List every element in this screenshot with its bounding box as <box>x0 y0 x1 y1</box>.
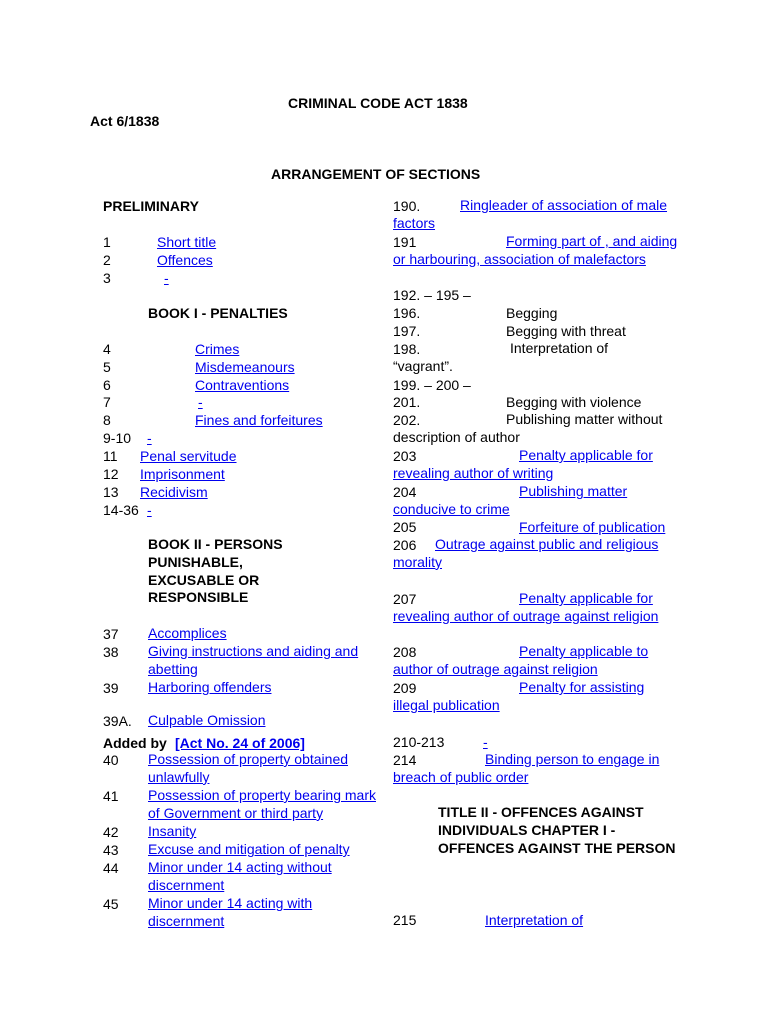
section-link-3[interactable]: - <box>164 270 169 286</box>
section-number: 199. – 200 – <box>393 377 471 393</box>
section-title: Begging <box>506 305 558 321</box>
section-link-outrage-religion-author[interactable]: Penalty applicable for revealing author of outrage against religion <box>393 590 659 624</box>
section-link-malefactors[interactable]: Forming part of , and aiding or harbouring, association of malefactors <box>393 233 678 267</box>
section-link-9-10[interactable]: - <box>147 430 152 446</box>
section-title: Begging with violence <box>506 394 642 410</box>
preliminary-heading: PRELIMINARY <box>103 198 199 214</box>
section-number: 203 <box>393 448 417 464</box>
section-link-minor-without-discernment[interactable]: Minor under 14 acting without discernment <box>148 859 332 893</box>
section-link-14-36[interactable]: - <box>147 502 152 518</box>
section-link-minor-with-discernment[interactable]: Minor under 14 acting with discernment <box>148 895 313 929</box>
section-number: 37 <box>103 626 119 642</box>
section-link-outrage-morality[interactable]: Outrage against public and religious morality <box>393 536 659 570</box>
section-number: 42 <box>103 824 119 840</box>
section-link-crimes[interactable]: Crimes <box>195 341 240 357</box>
section-number: 2 <box>103 252 111 268</box>
section-number: 196. <box>393 305 421 321</box>
section-number: 190. <box>393 198 421 214</box>
title-2-heading: TITLE II - OFFENCES AGAINST INDIVIDUALS CHAPTER I - OFFENCES AGAINST THE PERSON <box>438 804 676 856</box>
section-number: 14-36 <box>103 502 139 518</box>
section-number: 12 <box>103 466 119 482</box>
section-number: 11 <box>103 448 118 464</box>
section-link-possession-property[interactable]: Possession of property obtained unlawfully <box>148 751 349 785</box>
section-link-penal-servitude[interactable]: Penal servitude <box>140 448 237 464</box>
section-number: 202. <box>393 412 421 428</box>
section-link-forfeiture[interactable]: Forfeiture of publication <box>519 519 666 535</box>
section-link-imprisonment[interactable]: Imprisonment <box>140 466 225 482</box>
section-number: 206 <box>393 537 417 553</box>
section-title: Publishing matter without description of author <box>393 411 663 445</box>
section-link-conducive-to-crime[interactable]: Publishing matter conducive to crime <box>393 483 628 517</box>
section-number: 208 <box>393 644 417 660</box>
section-link-recidivism[interactable]: Recidivism <box>140 484 208 500</box>
section-number: 1 <box>103 234 111 250</box>
section-link-7[interactable]: - <box>198 394 203 410</box>
section-number: 207 <box>393 591 417 607</box>
section-number: 192. – 195 – <box>393 287 471 303</box>
section-link-contraventions[interactable]: Contraventions <box>195 377 290 393</box>
section-number: 44 <box>103 860 119 876</box>
section-number: 5 <box>103 359 111 375</box>
section-link-ringleader[interactable]: Ringleader of association of male factors <box>393 197 668 231</box>
section-link-excuse-mitigation[interactable]: Excuse and mitigation of penalty <box>148 841 350 857</box>
section-link-giving-instructions[interactable]: Giving instructions and aiding and abetting <box>148 643 359 677</box>
section-number: 6 <box>103 377 111 393</box>
section-link-interpretation[interactable]: Interpretation of <box>485 912 584 928</box>
section-link-insanity[interactable]: Insanity <box>148 823 197 839</box>
act-reference: Act 6/1838 <box>90 113 160 129</box>
book-2-heading: BOOK II - PERSONS PUNISHABLE, EXCUSABLE OR RESPONSIBLE <box>148 536 283 606</box>
section-number: 43 <box>103 842 119 858</box>
section-number: 205 <box>393 519 417 535</box>
section-number: 198. <box>393 341 421 357</box>
section-heading: ARRANGEMENT OF SECTIONS <box>271 166 481 182</box>
section-link-accomplices[interactable]: Accomplices <box>148 625 227 641</box>
section-link-210-213[interactable]: - <box>483 734 488 750</box>
section-link-culpable-omission[interactable]: Culpable Omission <box>148 712 266 728</box>
section-number: 201. <box>393 394 421 410</box>
section-number: 40 <box>103 752 119 768</box>
section-link-breach-public-order[interactable]: Binding person to engage in breach of public order <box>393 751 660 785</box>
section-number: 197. <box>393 323 421 339</box>
section-number: 39A. <box>103 713 132 729</box>
section-number: 210-213 <box>393 734 445 750</box>
section-number: 8 <box>103 412 111 428</box>
section-link-revealing-author[interactable]: Penalty applicable for revealing author of writing <box>393 447 653 481</box>
section-number: 39 <box>103 680 119 696</box>
section-number: 209 <box>393 680 417 696</box>
section-number: 3 <box>103 270 111 286</box>
section-link-harboring[interactable]: Harboring offenders <box>148 679 272 695</box>
section-link-short-title[interactable]: Short title <box>157 234 217 250</box>
document-title: CRIMINAL CODE ACT 1838 <box>288 95 468 111</box>
section-number: 41 <box>103 788 119 804</box>
section-link-fines[interactable]: Fines and forfeitures <box>195 412 323 428</box>
section-number: 13 <box>103 484 119 500</box>
section-title: Begging with threat <box>506 323 626 339</box>
section-number: 4 <box>103 341 111 357</box>
section-link-mark-of-government[interactable]: Possession of property bearing mark of Government or third party <box>148 787 376 821</box>
section-number: 9-10 <box>103 430 132 446</box>
section-number: 45 <box>103 896 119 912</box>
section-link-offences[interactable]: Offences <box>157 252 213 268</box>
section-number: 214 <box>393 752 417 768</box>
section-number: 215 <box>393 912 417 928</box>
section-link-author-outrage[interactable]: Penalty applicable to author of outrage against religion <box>393 643 649 677</box>
section-link-misdemeanours[interactable]: Misdemeanours <box>195 359 295 375</box>
section-number: 204 <box>393 484 417 500</box>
section-link-illegal-publication[interactable]: Penalty for assisting illegal publication <box>393 679 645 713</box>
section-number: 38 <box>103 644 119 660</box>
book-1-heading: BOOK I - PENALTIES <box>148 305 288 321</box>
added-by-label: Added by <box>103 735 167 751</box>
section-number: 191 <box>393 234 417 250</box>
amendment-link[interactable]: [Act No. 24 of 2006] <box>175 735 305 751</box>
section-number: 7 <box>103 394 111 410</box>
section-title: Interpretation of “vagrant”. <box>393 340 609 374</box>
